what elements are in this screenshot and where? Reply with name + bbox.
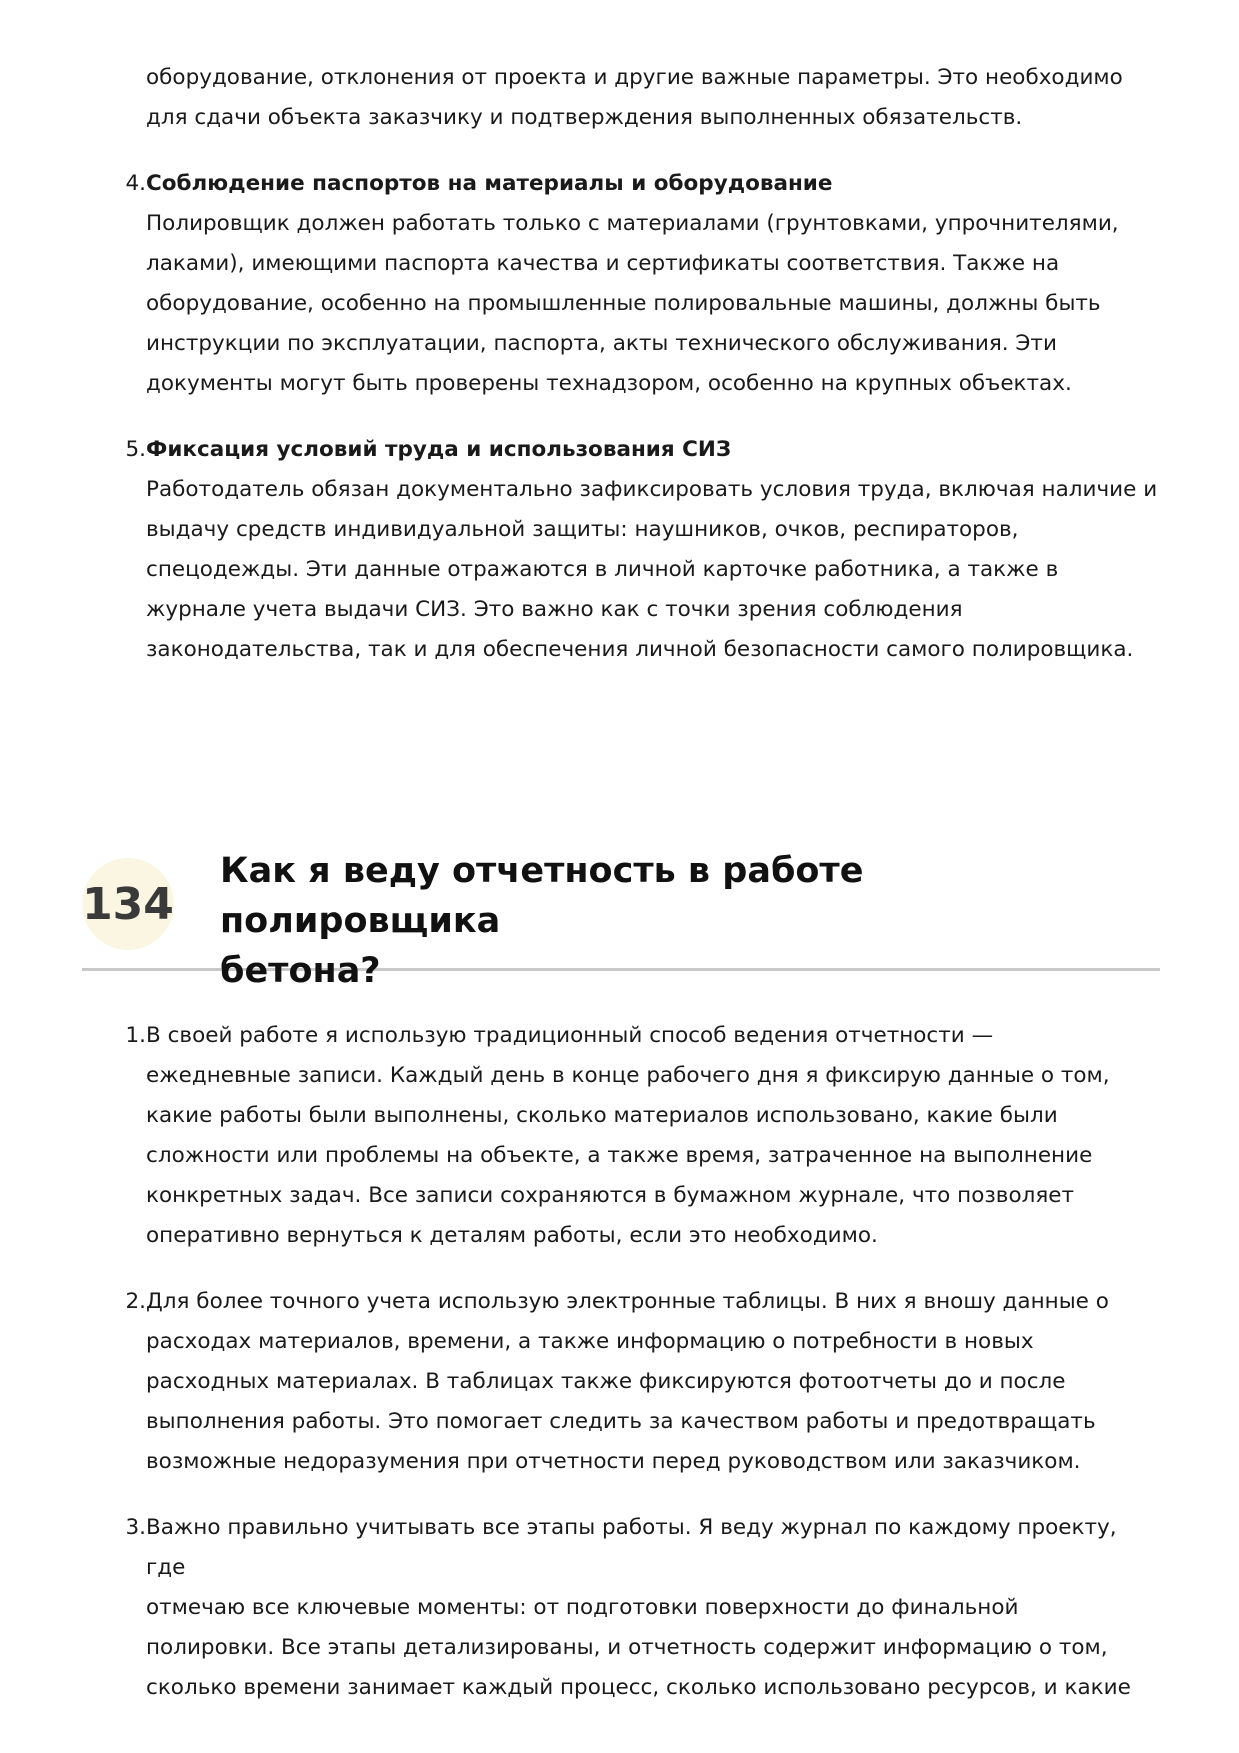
list-item (120, 1016, 1160, 1256)
text-line: законодательства, так и для обеспечения личной безопасности самого полировщика. (146, 637, 1134, 662)
text-line: для сдачи объекта заказчику и подтверждения выполненных обязательств. (146, 105, 1023, 130)
list-item-title: Соблюдение паспортов на материалы и оборудование (146, 171, 833, 196)
list-item-number: 3. (125, 1515, 146, 1540)
text-line: спецодежды. Эти данные отражаются в личной карточке работника, а также в (146, 557, 1059, 582)
list-item (120, 164, 1160, 404)
page-lower (120, 1016, 1160, 1708)
text-line: лаками), имеющими паспорта качества и сертификаты соответствия. Также на (146, 251, 1060, 276)
section-title (220, 846, 1120, 996)
section-number-badge: 134 (82, 858, 174, 950)
list-item-number: 4. (125, 171, 146, 196)
text-line: конкретных задач. Все записи сохраняются в бумажном журнале, что позволяет (146, 1183, 1075, 1208)
list-item-number: 1. (125, 1023, 146, 1048)
list-item (120, 1508, 1160, 1708)
list-item-number: 5. (125, 437, 146, 462)
list-item-number: 2. (125, 1289, 146, 1314)
text-line: Для более точного учета использую электронные таблицы. В них я вношу данные о (146, 1289, 1109, 1314)
text-line: Полировщик должен работать только с материалами (грунтовками, упрочнителями, (146, 211, 1119, 236)
text-line: выдачу средств индивидуальной защиты: наушников, очков, респираторов, (146, 517, 1019, 542)
text-line: инструкции по эксплуатации, паспорта, акты технического обслуживания. Эти (146, 331, 1057, 356)
text-line: расходах материалов, времени, а также информацию о потребности в новых (146, 1329, 1034, 1354)
text-line: какие работы были выполнены, сколько материалов использовано, какие были (146, 1103, 1058, 1128)
text-line: сложности или проблемы на объекте, а также время, затраченное на выполнение (146, 1143, 1093, 1168)
text-line: оборудование, отклонения от проекта и другие важные параметры. Это необходимо (146, 65, 1123, 90)
list-item (120, 1282, 1160, 1482)
text-line: документы могут быть проверены технадзором, особенно на крупных объектах. (146, 371, 1072, 396)
text-line: выполнения работы. Это помогает следить за качеством работы и предотвращать (146, 1409, 1096, 1434)
text-line: оборудование, особенно на промышленные полировальные машины, должны быть (146, 291, 1101, 316)
continued-paragraph (120, 58, 1160, 138)
text-line: возможные недоразумения при отчетности перед руководством или заказчиком. (146, 1449, 1081, 1474)
text-line: полировки. Все этапы детализированы, и отчетность содержит информацию о том, (146, 1635, 1108, 1660)
text-line: оперативно вернуться к деталям работы, если это необходимо. (146, 1223, 878, 1248)
section-header (82, 846, 1160, 991)
text-line: Работодатель обязан документально зафиксировать условия труда, включая наличие и (146, 477, 1158, 502)
text-line: расходных материалах. В таблицах также фиксируются фотоотчеты до и после (146, 1369, 1066, 1394)
text-line: отмечаю все ключевые моменты: от подготовки поверхности до финальной (146, 1595, 1019, 1620)
text-line: ежедневные записи. Каждый день в конце рабочего дня я фиксирую данные о том, (146, 1063, 1110, 1088)
text-line: сколько времени занимает каждый процесс, сколько использовано ресурсов, и какие (146, 1675, 1131, 1700)
text-line: В своей работе я использую традиционный способ ведения отчетности — (146, 1023, 994, 1048)
section-title-line: Как я веду отчетность в работе полировщика (220, 851, 864, 941)
text-line: Важно правильно учитывать все этапы работы. Я веду журнал по каждому проекту, где (146, 1515, 1117, 1580)
list-item-title: Фиксация условий труда и использования СИЗ (146, 437, 732, 462)
text-line: журнале учета выдачи СИЗ. Это важно как с точки зрения соблюдения (146, 597, 963, 622)
page-upper (120, 58, 1160, 670)
list-item (120, 430, 1160, 670)
section-title-line: бетона? (220, 951, 381, 991)
